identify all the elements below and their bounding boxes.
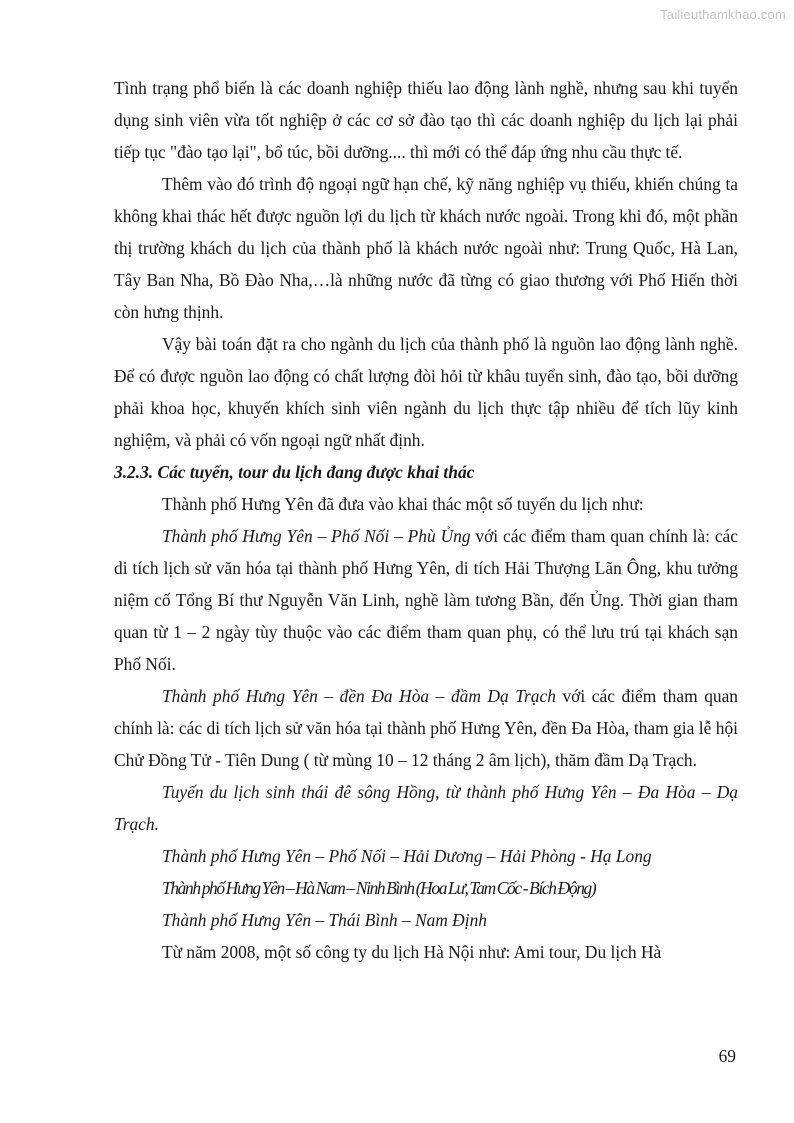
paragraph-route-1 bbox=[114, 520, 738, 680]
route-2-title: Thành phố Hưng Yên – đền Đa Hòa – đầm Dạ Trạch bbox=[162, 686, 556, 706]
page-number: 69 bbox=[718, 1046, 736, 1066]
paragraph-foreign-language: Thêm vào đó trình độ ngoại ngữ hạn chế, kỹ năng nghiệp vụ thiếu, khiến chúng ta không khai thác hết được nguồn lợi du lịch từ khách nước ngoài. Trong khi đó, một phần thị trường khách du lịch của thành phố là khách nước ngoài như: Trung Quốc, Hà Lan, Tây Ban Nha, Bồ Đào Nha,…là những nước đã từng có giao thương với Phố Hiến thời còn hưng thịnh. bbox=[114, 174, 738, 322]
route-1-title: Thành phố Hưng Yên – Phố Nối – Phù Ủng bbox=[162, 526, 471, 546]
paragraph-labor-shortage: Tình trạng phổ biến là các doanh nghiệp thiếu lao động lành nghề, nhưng sau khi tuyển dụng sinh viên vừa tốt nghiệp ở các cơ sở đào tạo thì các doanh nghiệp du lịch lại phải tiếp tục "đào tạo lại", bổ túc, bồi dưỡng.... thì mới có thể đáp ứng nhu cầu thực tế. bbox=[114, 78, 738, 162]
route-2-description: với các điểm tham quan chính là: các di tích lịch sử văn hóa tại thành phố Hưng Yên, đền Đa Hòa, tham gia lễ hội Chử Đồng Tử - Tiên Dung ( từ mùng 10 – 12 tháng 2 âm lịch), thăm đầm Dạ Trạch. bbox=[114, 686, 738, 770]
paragraph-2008: Từ năm 2008, một số công ty du lịch Hà Nội như: Ami tour, Du lịch Hà bbox=[162, 942, 662, 962]
document-body bbox=[114, 72, 738, 968]
paragraph-routes-intro: Thành phố Hưng Yên đã đưa vào khai thác một số tuyến du lịch như: bbox=[162, 494, 644, 514]
paragraph-labor-problem: Vậy bài toán đặt ra cho ngành du lịch của thành phố là nguồn lao động lành nghề. Để có được nguồn lao động có chất lượng đòi hỏi từ khâu tuyển sinh, đào tạo, bồi dưỡng phải khoa học, khuyến khích sinh viên ngành du lịch thực tập nhiều để tích lũy kinh nghiệm, và phải có vốn ngoại ngữ nhất định. bbox=[114, 334, 738, 450]
watermark: Tailieuthamkhao.com bbox=[660, 7, 786, 22]
route-5: Thành phố Hưng Yên – Hà Nam – Ninh Bình (Hoa Lư, Tam Cốc - Bích Động) bbox=[162, 878, 596, 898]
section-heading: 3.2.3. Các tuyến, tour du lịch đang được khai thác bbox=[114, 462, 475, 482]
route-6: Thành phố Hưng Yên – Thái Bình – Nam Định bbox=[162, 910, 487, 930]
route-4: Thành phố Hưng Yên – Phố Nối – Hải Dương – Hải Phòng - Hạ Long bbox=[162, 846, 652, 866]
route-3: Tuyến du lịch sinh thái đê sông Hồng, từ thành phố Hưng Yên – Đa Hòa – Dạ Trạch. bbox=[114, 782, 738, 834]
paragraph-route-2 bbox=[114, 680, 738, 776]
route-1-description: với các điểm tham quan chính là: các di tích lịch sử văn hóa tại thành phố Hưng Yên, di tích Hải Thượng Lãn Ông, khu tưởng niệm cố Tổng Bí thư Nguyễn Văn Linh, nghề làm tương Bần, đến Ủng. Thời gian tham quan từ 1 – 2 ngày tùy thuộc vào các điểm tham quan phụ, có thể lưu trú tại khách sạn Phố Nối. bbox=[114, 526, 738, 674]
